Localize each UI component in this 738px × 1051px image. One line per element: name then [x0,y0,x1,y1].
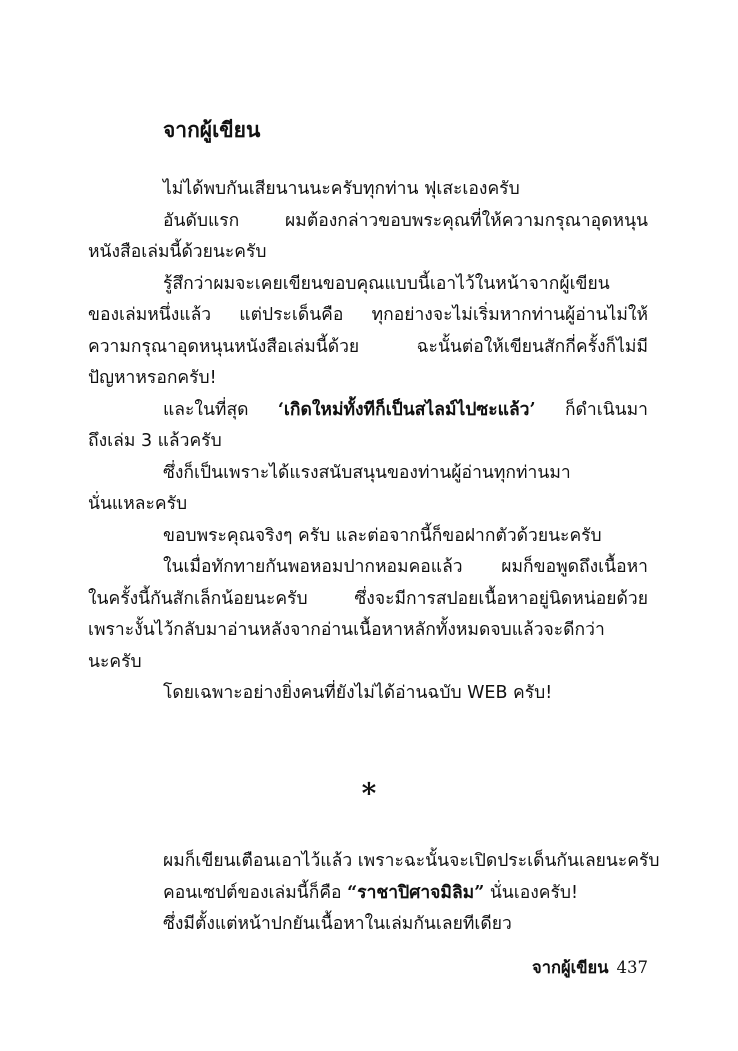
text-segment: คอนเซปต์ของเล่มนี้ก็คือ [163,882,348,903]
section-separator: * [361,777,377,810]
text-line: นั่นแหละครับ [88,494,188,514]
text-line: นะครับ [88,651,142,672]
chapter-heading: จากผู้เขียน [163,117,261,142]
text-line: ในครั้งนี้กันสักเล็กน้อยนะครับ ซึ่งจะมีการสปอยเนื้อหาอยู่นิดหน่อยด้วย [88,588,648,609]
text-line: ซึ่งมีตั้งแต่หน้าปกยันเนื้อหาในเล่มกันเลยทีเดียว [163,914,512,934]
text-line: ซึ่งก็เป็นเพราะได้แรงสนับสนุนของท่านผู้อ่านทุกท่านมา [163,462,571,483]
text-segment: นั่นเองครับ! [484,882,579,903]
text-line: ขอบพระคุณจริงๆ ครับ และต่อจากนี้ก็ขอฝากตัวด้วยนะครับ [163,525,602,546]
text-line: เพราะงั้นไว้กลับมาอ่านหลังจากอ่านเนื้อหาหลักทั้งหมดจบแล้วจะดีกว่า [88,620,605,640]
text-line: ไม่ได้พบกันเสียนานนะครับทุกท่าน ฟุเสะเองครับ [163,179,520,199]
text-segment: ก็ดำเนินมา [535,399,648,420]
text-line: ในเมื่อทักทายกันพอหอมปากหอมคอแล้ว ผมก็ขอพูดถึงเนื้อหา [163,557,648,577]
text-line: ความกรุณาอุดหนุนหนังสือเล่มนี้ด้วย ฉะนั้นต่อให้เขียนสักกี่ครั้งก็ไม่มี [88,336,648,357]
book-title-emphasis: ‘เกิดใหม่ทั้งทีก็เป็นสไลม์ไปซะแล้ว’ [277,399,536,420]
text-line: หนังสือเล่มนี้ด้วยนะครับ [88,242,267,262]
page-number: 437 [616,958,648,977]
body-text-continued [163,846,660,941]
text-line: อันดับแรก ผมต้องกล่าวขอบพระคุณที่ให้ความกรุณาอุดหนุน [163,210,648,231]
running-title: จากผู้เขียน [532,958,609,977]
text-line: ถึงเล่ม 3 แล้วครับ [88,431,222,451]
text-line: ปัญหาหรอกครับ! [88,368,217,388]
text-line: โดยเฉพาะอย่างยิ่งคนที่ยังไม่ได้อ่านฉบับ WEB ครับ! [163,683,553,703]
text-line [88,395,648,427]
page-footer [532,955,648,981]
text-line: ของเล่มหนึ่งแล้ว แต่ประเด็นคือ ทุกอย่างจะไม่เริ่มหากท่านผู้อ่านไม่ให้ [88,305,648,325]
body-text [88,174,648,710]
concept-emphasis: “ราชาปิศาจมิลิม” [347,882,485,903]
text-segment: และในที่สุด [163,399,278,420]
text-line: รู้สึกว่าผมจะเคยเขียนขอบคุณแบบนี้เอาไว้ในหน้าจากผู้เขียน [163,273,610,294]
text-line [163,878,648,910]
text-line: ผมก็เขียนเตือนเอาไว้แล้ว เพราะฉะนั้นจะเปิดประเด็นกันเลยนะครับ [163,851,660,871]
